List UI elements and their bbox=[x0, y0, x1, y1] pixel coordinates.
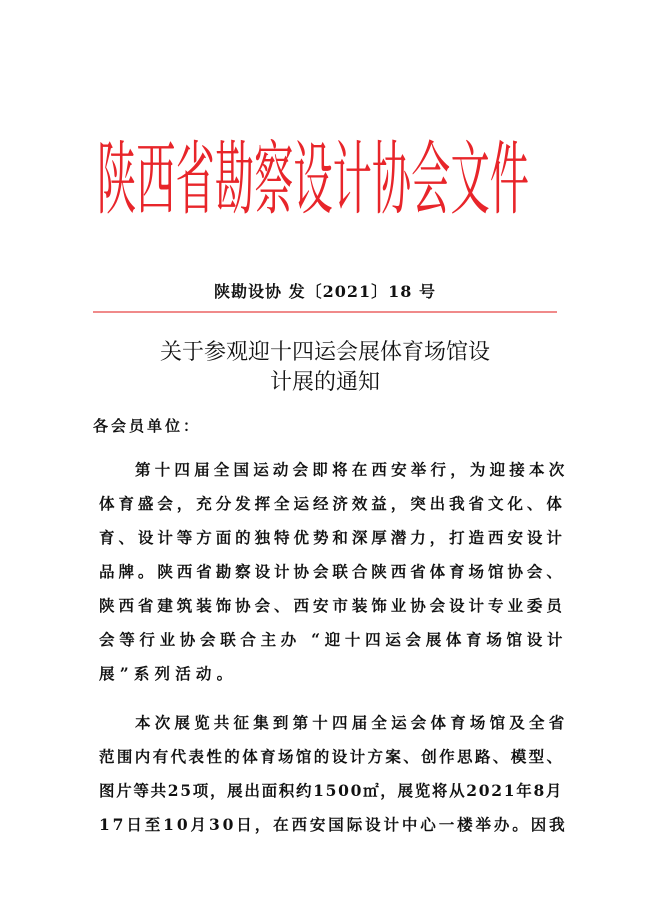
paragraph-line: 会等行业协会联合主办 “迎十四运会展体育场馆设计 bbox=[99, 630, 568, 649]
paragraph-line: 品牌。陕西省勘察设计协会联合陕西省体育场馆协会、 bbox=[99, 562, 566, 581]
body-paragraph-2 bbox=[99, 706, 569, 842]
paragraph-line: 图片等共25项，展出面积约1500㎡，展览将从2021年8月 bbox=[99, 781, 564, 800]
paragraph-line: 第十四届全国运动会即将在西安举行，为迎接本次 bbox=[135, 460, 569, 479]
paragraph-line: 范围内有代表性的体育场馆的设计方案、创作思路、模型、 bbox=[99, 747, 565, 766]
salutation: 各会员单位： bbox=[93, 417, 202, 435]
notice-title-line: 计展的通知 bbox=[269, 370, 380, 395]
paragraph-line: 展”系列活动。 bbox=[99, 664, 238, 683]
notice-title-line: 关于参观迎十四运会展体育场馆设 bbox=[159, 340, 490, 365]
document-header bbox=[97, 133, 529, 226]
paragraph-line: 17日至10月30日，在西安国际设计中心一楼举办。因我 bbox=[99, 815, 568, 834]
paragraph-line: 陕西省建筑装饰协会、西安市装饰业协会设计专业委员 bbox=[99, 596, 566, 615]
paragraph-line: 育、设计等方面的独特优势和深厚潜力，打造西安设计 bbox=[99, 528, 566, 547]
body-paragraph-1 bbox=[99, 453, 569, 691]
document-number: 陕勘设协 发〔2021〕18 号 bbox=[214, 282, 436, 301]
red-separator-line bbox=[93, 311, 557, 313]
paragraph-line: 本次展览共征集到第十四届全运会体育场馆及全省 bbox=[135, 713, 569, 732]
paragraph-line: 体育盛会，充分发挥全运经济效益，突出我省文化、体 bbox=[99, 494, 566, 513]
issuer-header-title: 陕西省勘察设计协会文件 bbox=[97, 133, 529, 226]
notice-title bbox=[0, 338, 650, 398]
